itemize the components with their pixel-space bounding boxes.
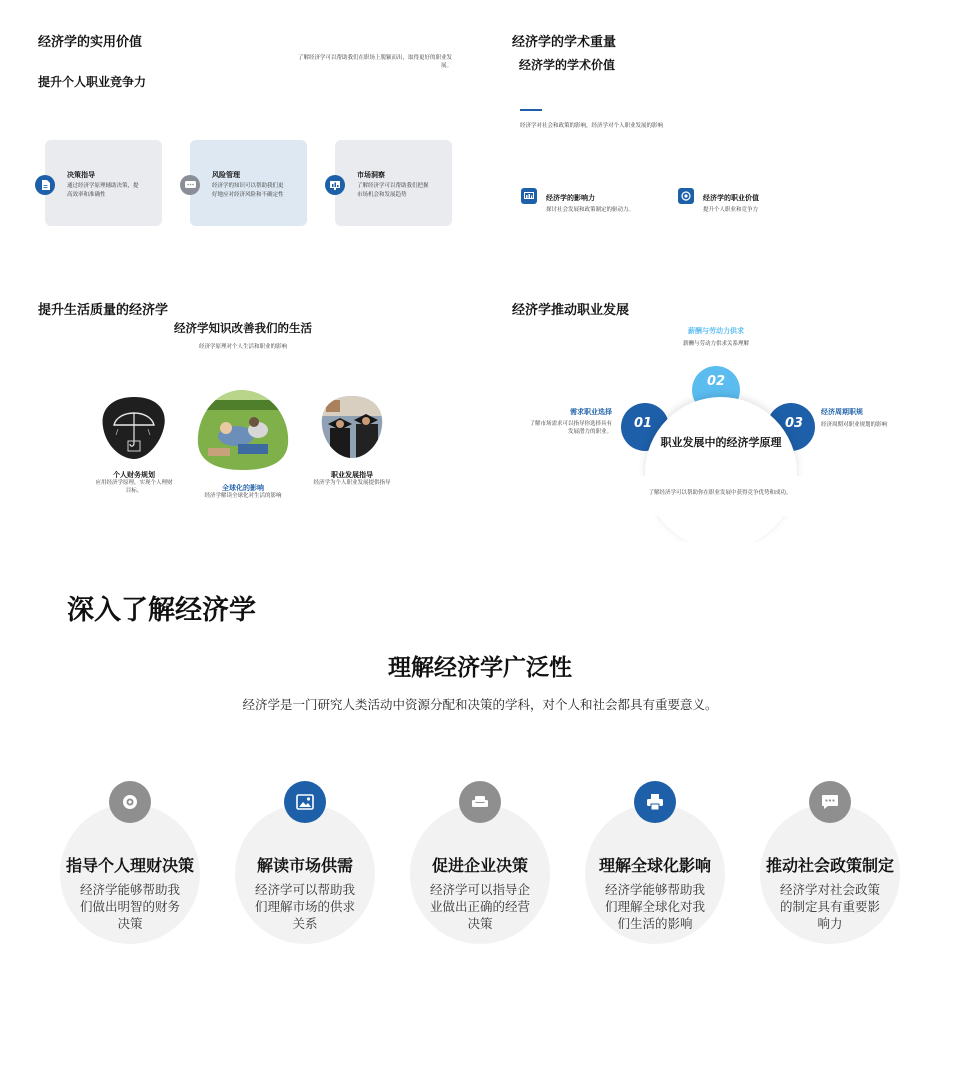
step-number: 02 <box>706 374 726 389</box>
slide-header: 深入了解经济学 <box>67 595 256 626</box>
item-text: 提升个人职业和竞争力 <box>703 207 759 213</box>
topic-text: 经济学能够帮助我们理解全球化对我们生活的影响 <box>604 882 705 931</box>
topic-title: 推动社会政策制定 <box>765 856 894 875</box>
document-icon <box>35 175 55 195</box>
item-text: 探讨社会发展和政策制定的驱动力。 <box>546 207 635 213</box>
slide-title: 经济学的实用价值 <box>38 35 143 50</box>
step-title: 需求职业选择 <box>570 408 612 416</box>
slide-subtitle: 经济学知识改善我们的生活 <box>174 321 312 335</box>
topic-text: 经济学可以指导企业做出正确的经营决策 <box>429 882 530 931</box>
step-number: 03 <box>784 416 804 431</box>
grass-photo <box>196 388 290 472</box>
center-label: 职业发展中的经济学原理 <box>660 436 782 449</box>
image-icon <box>284 781 326 823</box>
chart-icon <box>521 188 537 204</box>
slide-footer: 了解经济学可以帮助你在职业发展中获得竞争优势和成功。 <box>648 490 792 496</box>
step-title: 薪酬与劳动力供求 <box>688 327 744 335</box>
card-text: 通过经济学原理辅助决策，提高效率和准确性 <box>67 183 139 198</box>
target-icon <box>678 188 694 204</box>
topic-title: 促进企业决策 <box>431 856 528 875</box>
step-text: 了解市场需求可以指导你选择具有发展潜力的职业。 <box>529 421 612 435</box>
step-title: 经济周期职规 <box>821 408 863 416</box>
topic-text: 经济学能够帮助我们做出明智的财务决策 <box>79 882 180 931</box>
topic-text: 经济学可以帮助我们理解市场的供求关系 <box>254 882 355 931</box>
sofa-icon <box>459 781 501 823</box>
chat-icon <box>809 781 851 823</box>
card-title: 市场洞察 <box>357 171 385 179</box>
slide-deep-understanding <box>0 542 960 1084</box>
card-decision <box>45 140 162 226</box>
item-text: 经济学为个人职业发展提供指导 <box>313 480 391 486</box>
slide-desc: 经济学原理对个人生活和职业的影响 <box>198 344 287 350</box>
item-text: 经济学解读全球化对生活的影响 <box>204 493 282 499</box>
slide-title: 经济学推动职业发展 <box>512 303 630 318</box>
chat-icon <box>180 175 200 195</box>
item-title: 经济学的影响力 <box>546 194 595 202</box>
camera-icon <box>109 781 151 823</box>
item-title: 经济学的职业价值 <box>703 194 759 202</box>
chart-icon <box>325 175 345 195</box>
step-number: 01 <box>633 416 653 431</box>
item-text: 应用经济学原理，实现个人理财目标。 <box>95 480 173 494</box>
accent-line <box>520 109 542 111</box>
slide-desc: 经济学对社会和政策的影响，经济学对个人职业发展的影响 <box>520 123 664 129</box>
topic-title: 理解全球化影响 <box>598 856 711 875</box>
card-title: 风险管理 <box>212 171 240 179</box>
slide-subtitle: 提升个人职业竞争力 <box>38 75 147 89</box>
step-text: 经济周期对职业规划的影响 <box>821 422 888 428</box>
card-text: 了解经济学可以帮助我们把握市场机会和发展趋势 <box>357 183 429 198</box>
slide-life-quality <box>0 270 480 540</box>
center-dome <box>645 397 797 549</box>
slide-career-development <box>480 270 960 540</box>
slide-title: 理解经济学广泛性 <box>388 655 572 681</box>
slide-academic-weight <box>480 0 960 270</box>
slide-desc: 经济学是一门研究人类活动中资源分配和决策的学科，对个人和社会都具有重要意义。 <box>242 697 718 712</box>
umbrella-photo <box>100 395 168 461</box>
slide-intro: 了解经济学可以帮助我们在职场上脱颖而出，取得更好的职业发展。 <box>297 55 452 69</box>
card-text: 经济学的知识可以帮助我们更好地应对经济风险和不确定性 <box>212 183 284 198</box>
topic-title: 解读市场供需 <box>256 856 353 875</box>
slide-subtitle: 经济学的学术价值 <box>519 58 616 72</box>
topic-text: 经济学对社会政策的制定具有重要影响力 <box>779 882 880 931</box>
card-market <box>335 140 452 226</box>
topic-title: 指导个人理财决策 <box>65 856 194 875</box>
item-title: 全球化的影响 <box>222 484 264 492</box>
slide-title: 经济学的学术重量 <box>512 35 617 50</box>
graduation-photo <box>320 394 384 460</box>
slide-title: 提升生活质量的经济学 <box>38 303 169 318</box>
item-title: 职业发展指导 <box>331 471 373 479</box>
item-title: 个人财务规划 <box>113 471 155 479</box>
card-risk <box>190 140 307 226</box>
card-title: 决策指导 <box>67 171 95 179</box>
printer-icon <box>634 781 676 823</box>
step-text: 薪酬与劳动力供求关系理解 <box>682 341 749 347</box>
slide-practical-value <box>0 0 480 270</box>
